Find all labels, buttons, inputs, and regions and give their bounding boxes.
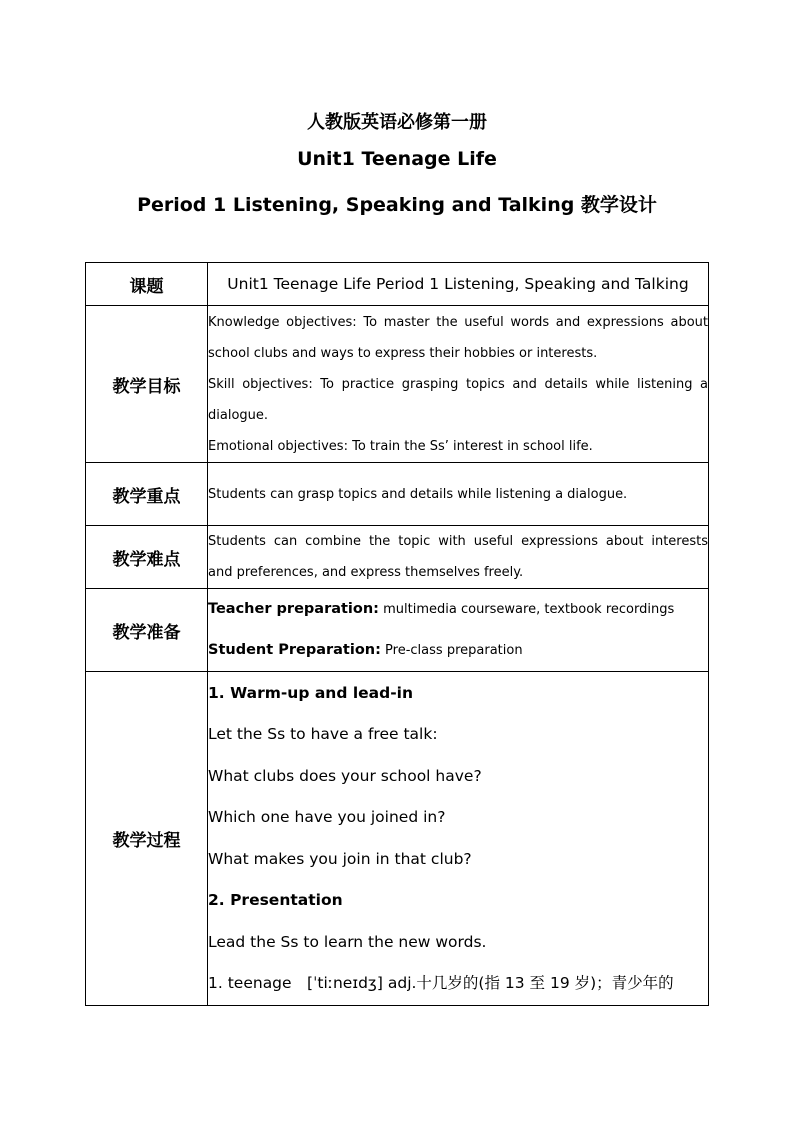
row-process bbox=[86, 672, 709, 1006]
objectives-label: 教学目标 bbox=[86, 306, 208, 463]
row-topic bbox=[86, 263, 709, 306]
process-question: What makes you join in that club? bbox=[208, 849, 472, 868]
process-question: What clubs does your school have? bbox=[208, 766, 482, 785]
lesson-plan-table bbox=[85, 262, 709, 1006]
teacher-prep-value: multimedia courseware, textbook recordings bbox=[378, 602, 675, 617]
student-prep-value: Pre-class preparation bbox=[380, 643, 523, 658]
objective-line: school clubs and ways to express their hobbies or interests. bbox=[208, 345, 598, 361]
process-content bbox=[208, 672, 709, 1006]
preparation-content bbox=[208, 589, 709, 672]
student-preparation bbox=[208, 630, 708, 671]
preparation-label: 教学准备 bbox=[86, 589, 208, 672]
process-step-warmup: 1. Warm-up and lead-in bbox=[208, 683, 413, 702]
difficulty-line: and preferences, and express themselves freely. bbox=[208, 565, 524, 580]
process-line: Let the Ss to have a free talk: bbox=[208, 725, 438, 743]
key-points-label: 教学重点 bbox=[86, 463, 208, 526]
topic-label: 课题 bbox=[86, 263, 208, 306]
document-title-textbook: 人教版英语必修第一册 bbox=[307, 112, 487, 133]
teacher-prep-label: Teacher preparation: bbox=[208, 601, 379, 617]
difficulty-line: Students can combine the topic with useful expressions about interests bbox=[208, 534, 708, 549]
objective-line: dialogue. bbox=[208, 407, 269, 423]
process-label: 教学过程 bbox=[86, 672, 208, 1006]
row-key-points bbox=[86, 463, 709, 526]
objective-line: Emotional objectives: To train the Ss’ interest in school life. bbox=[208, 438, 593, 454]
row-objectives bbox=[86, 306, 709, 463]
process-step-presentation: 2. Presentation bbox=[208, 891, 343, 909]
student-prep-label: Student Preparation: bbox=[208, 642, 381, 658]
row-preparation bbox=[86, 589, 709, 672]
teacher-preparation bbox=[208, 589, 708, 630]
document-title-unit: Unit1 Teenage Life bbox=[297, 148, 497, 170]
process-question: Which one have you joined in? bbox=[208, 808, 446, 826]
vocabulary-item: 1. teenage [ˈtiːneɪdʒ] adj.十几岁的(指 13 至 19 岁)；青少年的 bbox=[208, 974, 674, 992]
difficulties-content bbox=[208, 526, 709, 589]
process-line: Lead the Ss to learn the new words. bbox=[208, 932, 487, 951]
objectives-content bbox=[208, 306, 709, 463]
row-difficulties bbox=[86, 526, 709, 589]
key-points-content: Students can grasp topics and details while listening a dialogue. bbox=[208, 463, 709, 526]
objective-line: Knowledge objectives: To master the useful words and expressions about bbox=[208, 314, 708, 330]
difficulties-label: 教学难点 bbox=[86, 526, 208, 589]
topic-value: Unit1 Teenage Life Period 1 Listening, Speaking and Talking bbox=[208, 263, 709, 306]
objective-line: Skill objectives: To practice grasping topics and details while listening a bbox=[208, 376, 708, 392]
document-title-period: Period 1 Listening, Speaking and Talking 教学设计 bbox=[137, 194, 657, 216]
